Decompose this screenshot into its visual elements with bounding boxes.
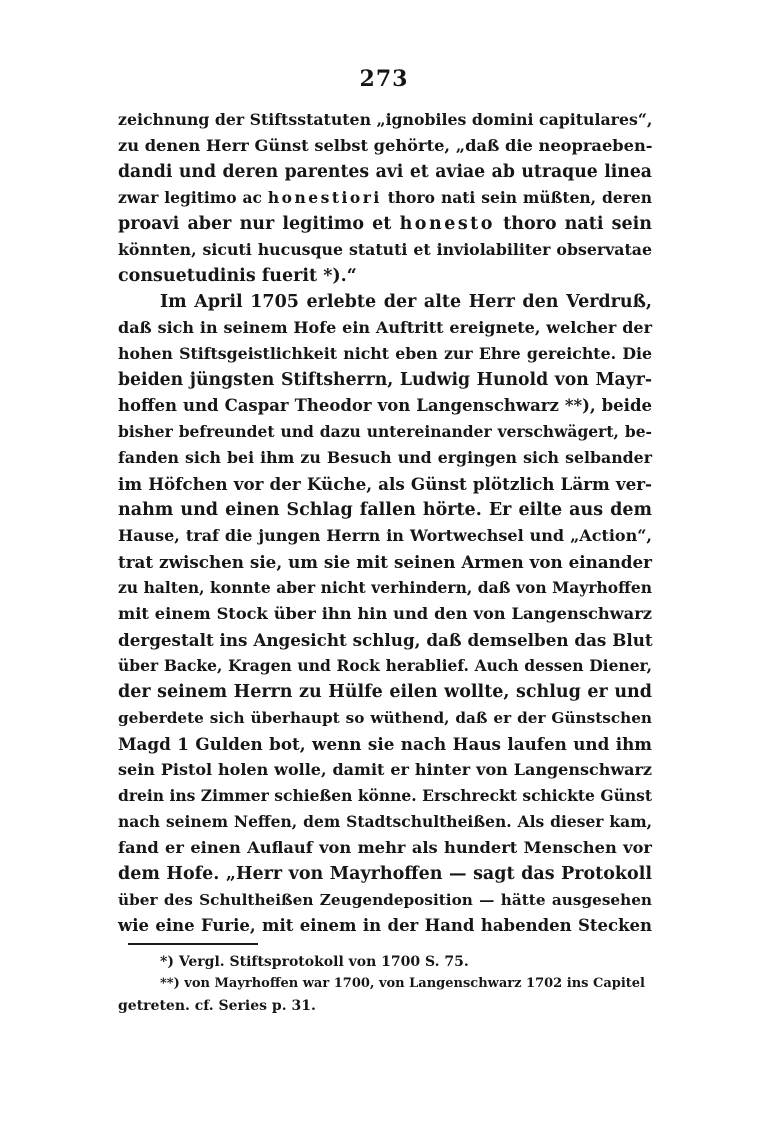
- text-line: könnten, sicuti hucusque statuti et inviolabiliter observatae: [118, 240, 652, 259]
- text-line: nahm und einen Schlag fallen hörte. Er eilte aus dem: [118, 500, 652, 520]
- text-segment: proavi aber nur legitimo et: [118, 214, 392, 234]
- text-line: consuetudinis fuerit *).“: [118, 266, 357, 286]
- text-segment: thoro nati sein: [503, 214, 653, 234]
- footnote-2: **) von Mayrhoffen war 1700, von Langenschwarz 1702 ins Capitel: [160, 976, 645, 991]
- text-line: daß sich in seinem Hofe ein Auftritt ereignete, welcher der: [118, 318, 652, 337]
- paragraph-first-line: Im April 1705 erlebte der alte Herr den Verdruß,: [160, 292, 652, 312]
- text-segment: thoro nati sein müßten, deren: [387, 188, 652, 207]
- text-line: im Höfchen vor der Küche, als Günst plötzlich Lärm ver-: [118, 474, 652, 494]
- footnote-divider: [128, 943, 258, 945]
- text-line: beiden jüngsten Stiftsherrn, Ludwig Hunold von Mayr-: [118, 370, 652, 390]
- text-line: bisher befreundet und dazu untereinander verschwägert, be-: [118, 422, 652, 441]
- footnote-1: *) Vergl. Stiftsprotokoll von 1700 S. 75.: [160, 954, 469, 970]
- text-line: wie eine Furie, mit einem in der Hand habenden Stecken: [118, 916, 652, 935]
- text-line: hoffen und Caspar Theodor von Langenschwarz **), beide: [118, 396, 652, 415]
- text-line: mit einem Stock über ihn hin und den von Langenschwarz: [118, 604, 652, 623]
- text-line: über des Schultheißen Zeugendeposition — hätte ausgesehen: [118, 891, 652, 909]
- footnotes: [118, 951, 652, 1017]
- page-number: 273: [359, 66, 409, 92]
- main-text: [118, 107, 652, 939]
- text-line: fanden sich bei ihm zu Besuch und ergingen sich selbander: [118, 448, 652, 467]
- text-line: Magd 1 Gulden bot, wenn sie nach Haus laufen und ihm: [118, 734, 652, 754]
- text-line: hohen Stiftsgeistlichkeit nicht eben zur Ehre gereichte. Die: [118, 344, 652, 363]
- footnote-2-continued: getreten. cf. Series p. 31.: [118, 998, 316, 1014]
- text-line: dergestalt ins Angesicht schlug, daß demselben das Blut: [118, 630, 653, 650]
- text-line: zu denen Herr Günst selbst gehörte, „daß die neopraeben-: [118, 136, 653, 155]
- text-line: dem Hofe. „Herr von Mayrhoffen — sagt das Protokoll: [118, 864, 652, 884]
- text-line: dandi und deren parentes avi et aviae ab utraque linea: [118, 162, 652, 182]
- text-line: geberdete sich überhaupt so wüthend, daß er der Günstschen: [118, 709, 652, 727]
- text-line: der seinem Herrn zu Hülfe eilen wollte, schlug er und: [118, 682, 652, 702]
- text-segment: zwar legitimo ac: [118, 188, 262, 207]
- text-line: trat zwischen sie, um sie mit seinen Armen von einander: [118, 552, 652, 572]
- text-line: zeichnung der Stiftsstatuten „ignobiles domini capitulares“,: [118, 110, 653, 129]
- text-line: zu halten, konnte aber nicht verhindern, daß von Mayrhoffen: [118, 578, 652, 597]
- text-line: nach seinem Neffen, dem Stadtschultheißen. Als dieser kam,: [118, 812, 652, 831]
- text-line: über Backe, Kragen und Rock herablief. Auch dessen Diener,: [118, 656, 652, 675]
- text-line: [118, 211, 652, 237]
- emphasized-word: honestiori: [267, 188, 382, 207]
- text-line: sein Pistol holen wolle, damit er hinter von Langenschwarz: [118, 760, 652, 779]
- emphasized-word: honesto: [399, 214, 495, 234]
- text-line: Hause, traf die jungen Herrn in Wortwechsel und „Action“,: [118, 526, 652, 545]
- text-line: fand er einen Auflauf von mehr als hundert Menschen vor: [118, 838, 652, 857]
- text-line: drein ins Zimmer schießen könne. Erschreckt schickte Günst: [118, 786, 652, 805]
- text-line: [118, 185, 652, 211]
